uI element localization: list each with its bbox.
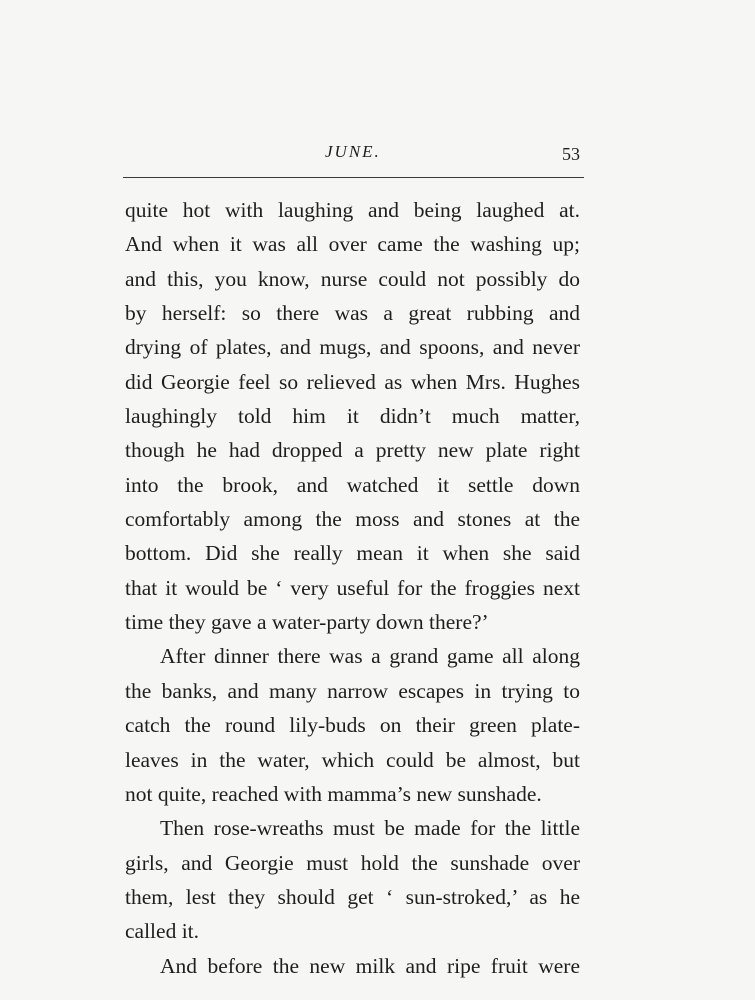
text-line: did Georgie feel so relieved as when Mrs. Hughes xyxy=(125,369,580,394)
text-line: bottom. Did she really mean it when she said xyxy=(125,541,580,566)
text-line: laughingly told him it didn’t much matter, xyxy=(125,404,580,429)
text-line: the banks, and many narrow escapes in trying to xyxy=(125,678,580,703)
text-line: not quite, reached with mamma’s new sunshade. xyxy=(125,781,542,806)
text-line: time they gave a water-party down there?’ xyxy=(125,610,489,635)
text-line: into the brook, and watched it settle down xyxy=(125,472,580,497)
header-rule xyxy=(123,177,584,178)
text-line: And when it was all over came the washing up; xyxy=(125,232,580,257)
page-number: 53 xyxy=(562,144,580,164)
text-line: catch the round lily-buds on their green plate- xyxy=(125,713,580,738)
text-line: them, lest they should get ‘ sun-stroked,’ as he xyxy=(125,884,580,909)
body-text xyxy=(125,193,580,983)
text-line: girls, and Georgie must hold the sunshade over xyxy=(125,850,580,875)
text-line: called it. xyxy=(125,919,200,944)
text-line: and this, you know, nurse could not possibly do xyxy=(125,266,580,291)
text-line: leaves in the water, which could be almost, but xyxy=(125,747,580,772)
text-line: though he had dropped a pretty new plate right xyxy=(125,438,580,463)
text-line: comfortably among the moss and stones at the xyxy=(125,507,580,532)
text-line: Then rose-wreaths must be made for the little xyxy=(160,816,580,841)
text-line: that it would be ‘ very useful for the froggies next xyxy=(125,575,580,600)
text-line: After dinner there was a grand game all along xyxy=(160,644,580,669)
chapter-title: JUNE. xyxy=(325,142,381,161)
running-head xyxy=(0,142,755,172)
text-line: by herself: so there was a great rubbing and xyxy=(125,301,580,326)
text-line: And before the new milk and ripe fruit were xyxy=(160,953,580,978)
text-line: drying of plates, and mugs, and spoons, and never xyxy=(125,335,580,360)
text-line: quite hot with laughing and being laughed at. xyxy=(125,198,580,222)
